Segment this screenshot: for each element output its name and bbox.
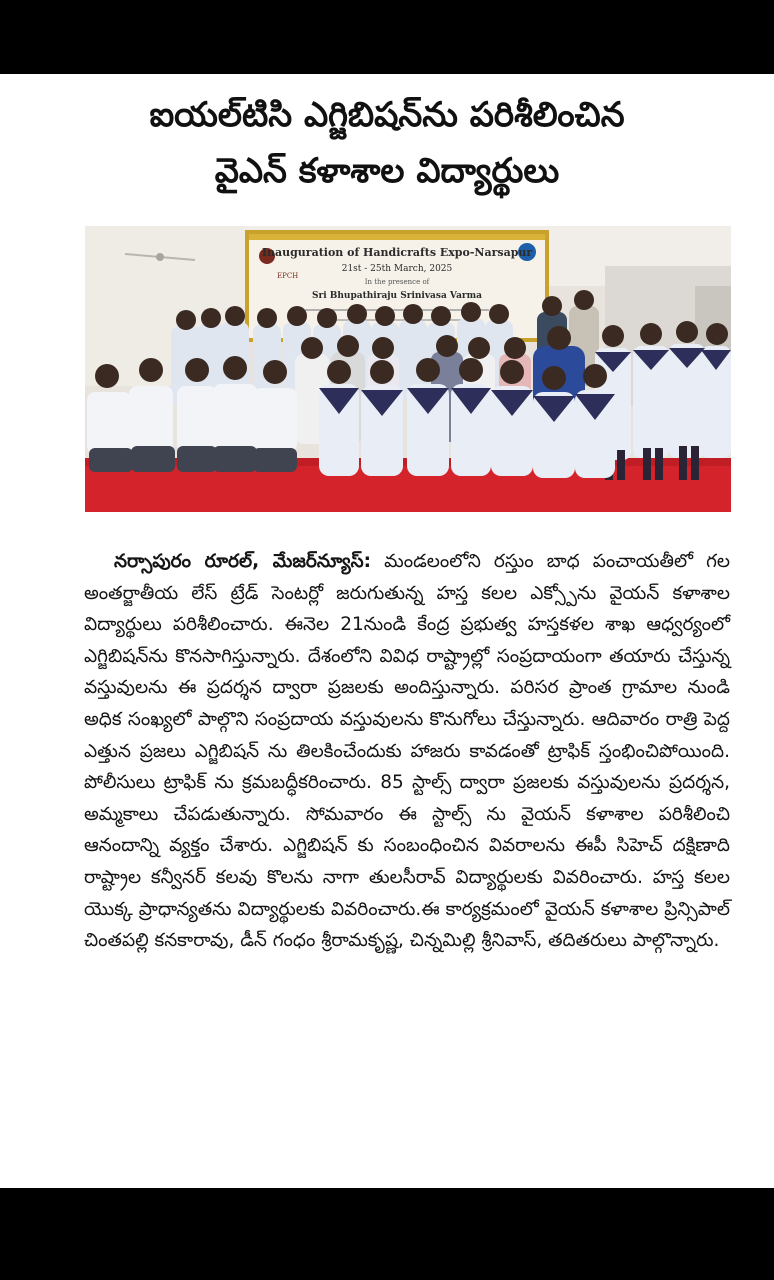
front-row-boys: [87, 356, 297, 472]
group-photo-illustration: [85, 226, 731, 512]
headline: [20, 88, 754, 200]
banner-logo-text: EPCH: [277, 272, 299, 280]
newspaper-clipping: [0, 74, 774, 1188]
article-text: మండలంలోని రస్తుం బాధ పంచాయతీలో గల అంతర్జాతీయ లేస్ ట్రేడ్ సెంటర్లో జరుగుతున్న హస్త కలల ఎక్స్పోను వైయన్ కళాశాల విద్యార్థులు పరిశీలించారు. ఈనెల 21నుండి కేంద్ర ప్రభుత్వ హస్తకళల శాఖ ఆధ్వర్యంలో ఎగ్జిబిషన్‌ను కొనసాగిస్తున్నారు. దేశంలోని వివిధ రాష్ట్రాల్లో సంప్రదాయంగా తయారు చేస్తున్న వస్తువులను ఈ ప్రదర్శన ద్వారా ప్రజలకు అందిస్తున్నారు. పరిసర ప్రాంత గ్రామాల నుండి అధిక సంఖ్యలో పాల్గొని సంప్రదాయ వస్తువులను కొనుగోలు చేస్తున్నారు. ఆదివారం రాత్రి పెద్ద ఎత్తున ప్రజలు ఎగ్జిబిషన్ ను తిలకించేందుకు హాజరు కావడంతో ట్రాఫిక్ స్తంభించిపోయింది. పోలీసులు ట్రాఫిక్ ను క్రమబద్ధీకరించారు. 85 స్టాల్స్ ద్వారా ప్రజలకు వస్తువులను ప్రదర్శన, అమ్మకాలు చేపడుతున్నారు. సోమవారం ఈ స్టాల్స్ ను వైయన్ కళాశాల పరిశీలించి ఆనందాన్ని వ్యక్తం చేశారు. ఎగ్జిబిషన్ కు సంబంధించిన వివరాలను ఈపీ సిహెచ్ దక్షిణాది రాష్ట్రాల కన్వీనర్ కలవు కొలను నాగా తులసీరావ్ విద్యార్థులకు వివరించారు. హస్త కలల యొక్క ప్రాధాన్యతను విద్యార్థులకు వివరించారు.ఈ కార్యక్రమంలో వైయన్ కళాశాల ప్రిన్సిపాల్ చింతపల్లి కనకారావు, డీన్ గంధం శ్రీరామకృష్ణ, చిన్నమిల్లి శ్రీనివాస్, తదితరులు పాల్గొన్నారు.: [84, 551, 730, 952]
article-dateline: నర్సాపురం రూరల్, మేజర్‌న్యూస్:: [114, 551, 372, 572]
group-photo: [85, 226, 731, 512]
headline-line-1: ఐయల్‌టిసి ఎగ్జిబిషన్‌ను పరిశీలించిన: [149, 95, 625, 135]
bottom-black-bar: [0, 1188, 774, 1280]
article-paragraph: [84, 546, 730, 957]
banner-dates: 21st - 25th March, 2025: [341, 264, 453, 274]
banner-title: Inauguration of Handicrafts Expo-Narsapur: [261, 246, 533, 259]
headline-line-2: వైఎన్ కళాశాల విద్యార్థులు: [214, 151, 560, 191]
article-body: [84, 546, 730, 957]
top-black-bar: [0, 0, 774, 74]
banner-presence: In the presence of: [364, 278, 430, 286]
banner-guest: Sri Bhupathiraju Srinivasa Varma: [311, 291, 483, 301]
